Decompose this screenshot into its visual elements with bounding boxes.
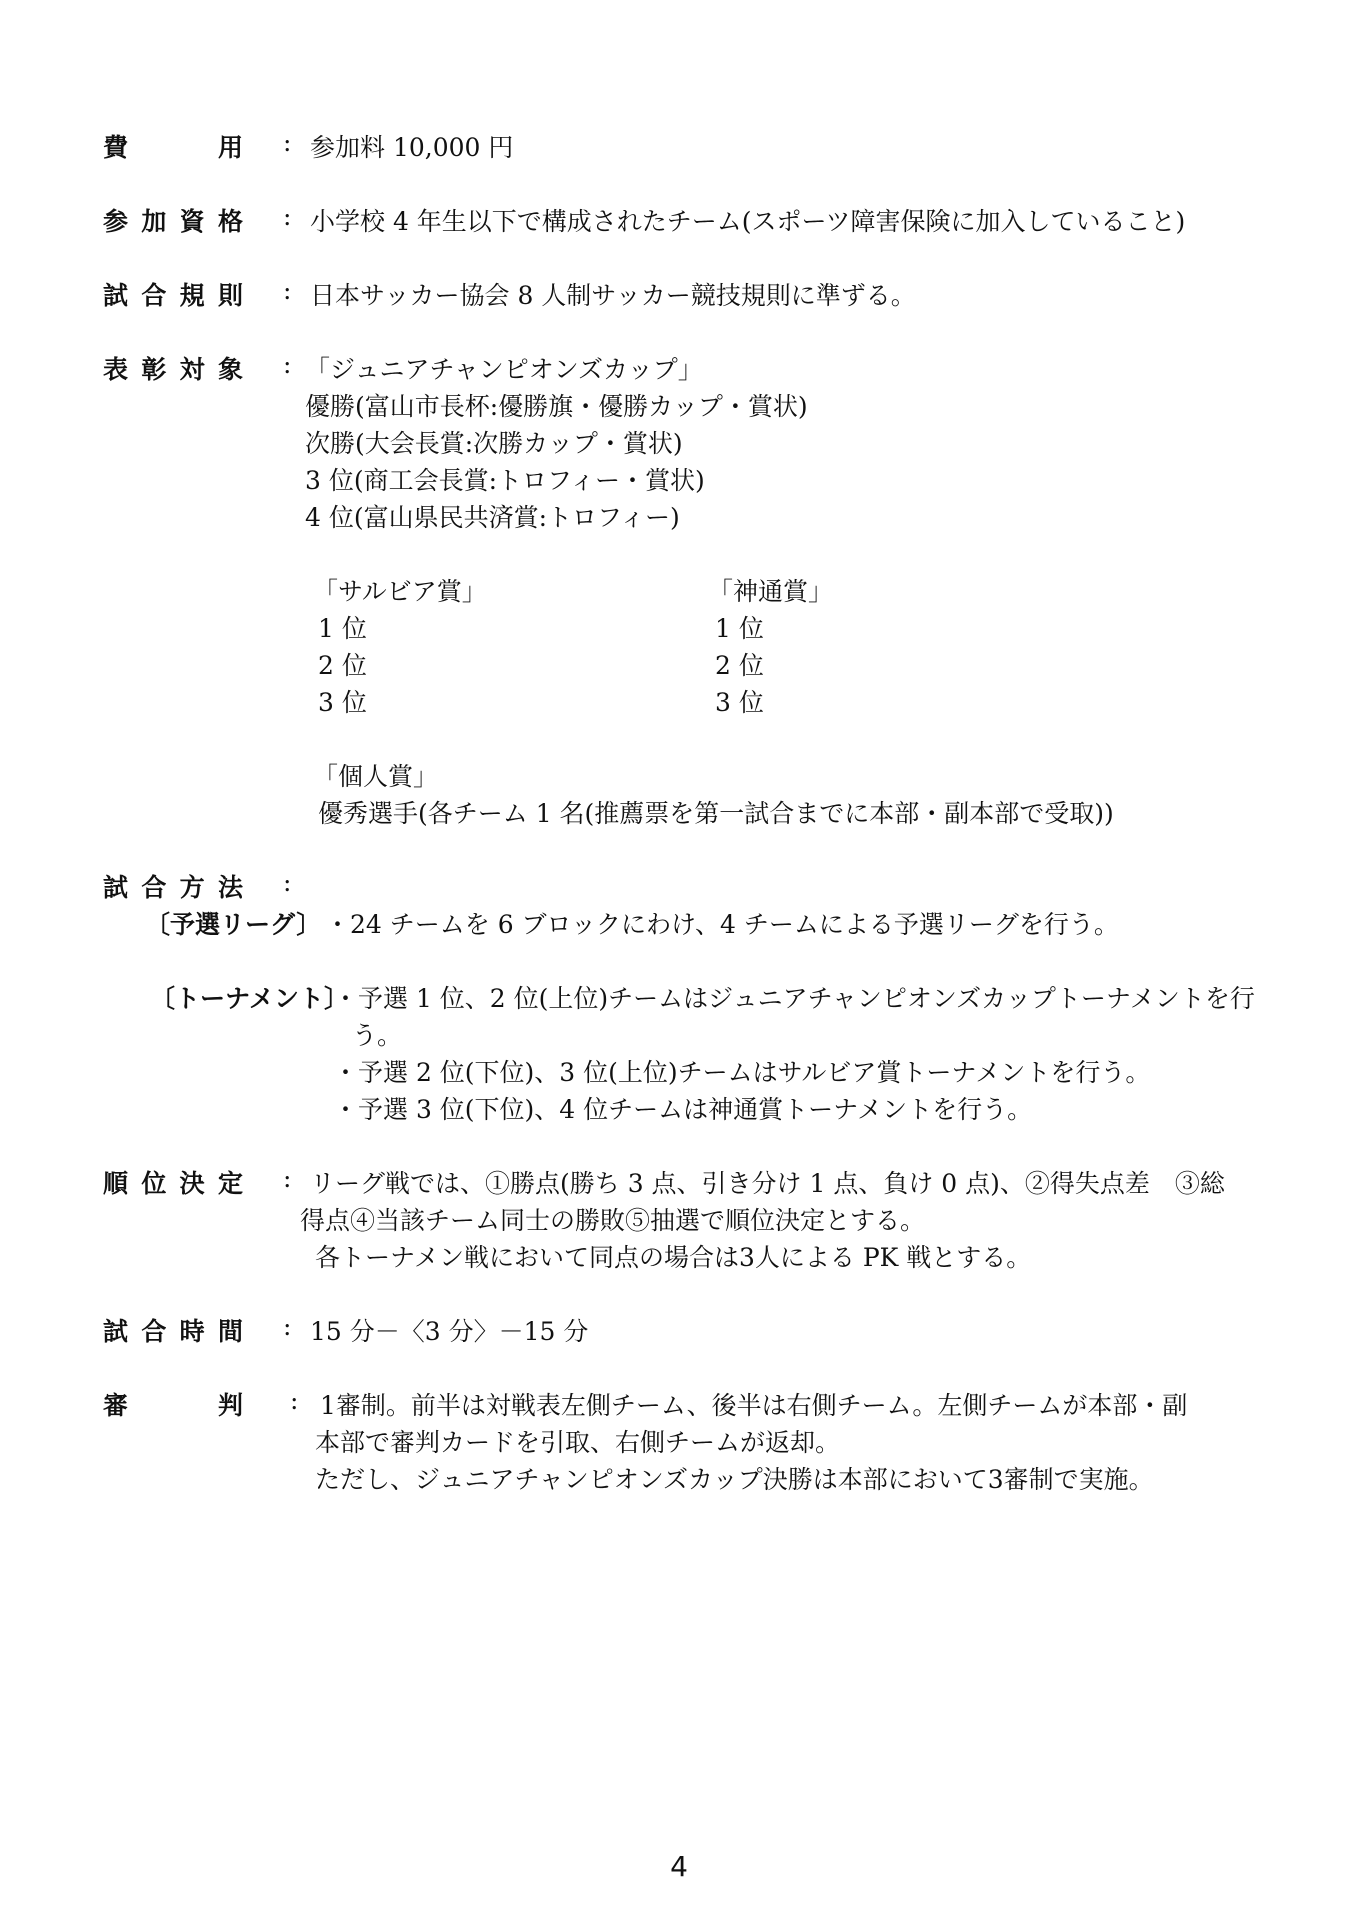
eligibility-label-char: 格	[217, 207, 243, 236]
salvia-place: 1 位	[318, 614, 367, 643]
eligibility-label-char: 参	[103, 207, 129, 236]
format-label	[103, 868, 243, 904]
referee-colon: :	[290, 1386, 299, 1415]
ranking-line: リーグ戦では、①勝点(勝ち 3 点、引き分け 1 点、負け 0 点)、②得失点差 ③総	[310, 1169, 1225, 1198]
ranking-line: 得点④当該チーム同士の勝敗⑤抽選で順位決定とする。	[300, 1206, 926, 1235]
awards-line: 3 位(商工会長賞:トロフィー・賞状)	[305, 466, 705, 495]
jinzu-place: 2 位	[715, 651, 764, 680]
eligibility-label-char: 資	[179, 207, 205, 236]
awards-label-char: 彰	[141, 355, 167, 384]
tournament-line: ・予選 2 位(下位)、3 位(上位)チームはサルビア賞トーナメントを行う。	[333, 1058, 1151, 1087]
time-label	[103, 1312, 243, 1348]
fee-value: 参加料 10,000 円	[310, 133, 514, 162]
time-colon: :	[283, 1312, 292, 1341]
salvia-place: 2 位	[318, 651, 367, 680]
referee-label-char: 判	[217, 1391, 243, 1420]
awards-label	[103, 350, 243, 386]
eligibility-label	[103, 202, 243, 238]
awards-line: 優勝(富山市長杯:優勝旗・優勝カップ・賞状)	[305, 392, 808, 421]
league-label: 〔予選リーグ〕	[145, 910, 322, 939]
referee-line: 本部で審判カードを引取、右側チームが返却。	[315, 1428, 841, 1457]
awards-colon: :	[283, 350, 292, 379]
format-label-char: 方	[179, 873, 205, 902]
format-label-char: 合	[141, 873, 167, 902]
page-number: 4	[670, 1850, 688, 1883]
time-label-char: 時	[179, 1317, 205, 1346]
rules-colon: :	[283, 276, 292, 305]
ranking-label	[103, 1164, 243, 1200]
time-label-char: 試	[103, 1317, 129, 1346]
jinzu-place: 1 位	[715, 614, 764, 643]
rules-value: 日本サッカー協会 8 人制サッカー競技規則に準ずる。	[310, 281, 916, 310]
fee-label	[103, 128, 243, 164]
ranking-label-char: 決	[179, 1169, 205, 1198]
format-label-char: 法	[217, 873, 243, 902]
time-label-char: 間	[217, 1317, 243, 1346]
individual-award-value: 優秀選手(各チーム 1 名(推薦票を第一試合までに本部・副本部で受取))	[318, 799, 1114, 828]
referee-label	[103, 1386, 243, 1422]
ranking-line: 各トーナメン戦において同点の場合は3人による PK 戦とする。	[315, 1243, 1032, 1272]
awards-label-char: 象	[217, 355, 243, 384]
tournament-line: う。	[352, 1021, 403, 1050]
rules-label	[103, 276, 243, 312]
jinzu-award-title: 「神通賞」	[708, 577, 834, 606]
format-label-char: 試	[103, 873, 129, 902]
rules-label-char: 規	[179, 281, 205, 310]
time-label-char: 合	[141, 1317, 167, 1346]
fee-label-char: 費	[103, 133, 129, 162]
salvia-award-title: 「サルビア賞」	[313, 577, 487, 606]
fee-colon: :	[283, 128, 292, 157]
fee-label-char: 用	[217, 133, 243, 162]
eligibility-colon: :	[283, 202, 292, 231]
rules-label-char: 試	[103, 281, 129, 310]
rules-label-char: 合	[141, 281, 167, 310]
awards-label-char: 表	[103, 355, 129, 384]
awards-line: 4 位(富山県民共済賞:トロフィー)	[305, 503, 680, 532]
tournament-line: ・予選 1 位、2 位(上位)チームはジュニアチャンピオンズカップトーナメントを行	[333, 984, 1255, 1013]
referee-line: ただし、ジュニアチャンピオンズカップ決勝は本部において3審制で実施。	[315, 1465, 1154, 1494]
awards-line: 次勝(大会長賞:次勝カップ・賞状)	[305, 429, 683, 458]
league-text: ・24 チームを 6 ブロックにわけ、4 チームによる予選リーグを行う。	[325, 910, 1119, 939]
ranking-label-char: 順	[103, 1169, 129, 1198]
time-value: 15 分－〈3 分〉－15 分	[310, 1317, 589, 1346]
awards-title: 「ジュニアチャンピオンズカップ」	[305, 355, 703, 384]
awards-label-char: 対	[179, 355, 205, 384]
jinzu-place: 3 位	[715, 688, 764, 717]
referee-label-char: 審	[103, 1391, 129, 1420]
ranking-label-char: 位	[141, 1169, 167, 1198]
eligibility-label-char: 加	[141, 207, 167, 236]
tournament-line: ・予選 3 位(下位)、4 位チームは神通賞トーナメントを行う。	[333, 1095, 1033, 1124]
eligibility-value: 小学校 4 年生以下で構成されたチーム(スポーツ障害保険に加入していること)	[310, 207, 1186, 236]
format-colon: :	[283, 868, 292, 897]
ranking-colon: :	[283, 1164, 292, 1193]
salvia-place: 3 位	[318, 688, 367, 717]
referee-line: 1審制。前半は対戦表左側チーム、後半は右側チーム。左側チームが本部・副	[320, 1391, 1188, 1420]
tournament-label: 〔トーナメント〕	[150, 984, 350, 1013]
ranking-label-char: 定	[217, 1169, 243, 1198]
individual-award-title: 「個人賞」	[313, 762, 439, 791]
rules-label-char: 則	[217, 281, 243, 310]
